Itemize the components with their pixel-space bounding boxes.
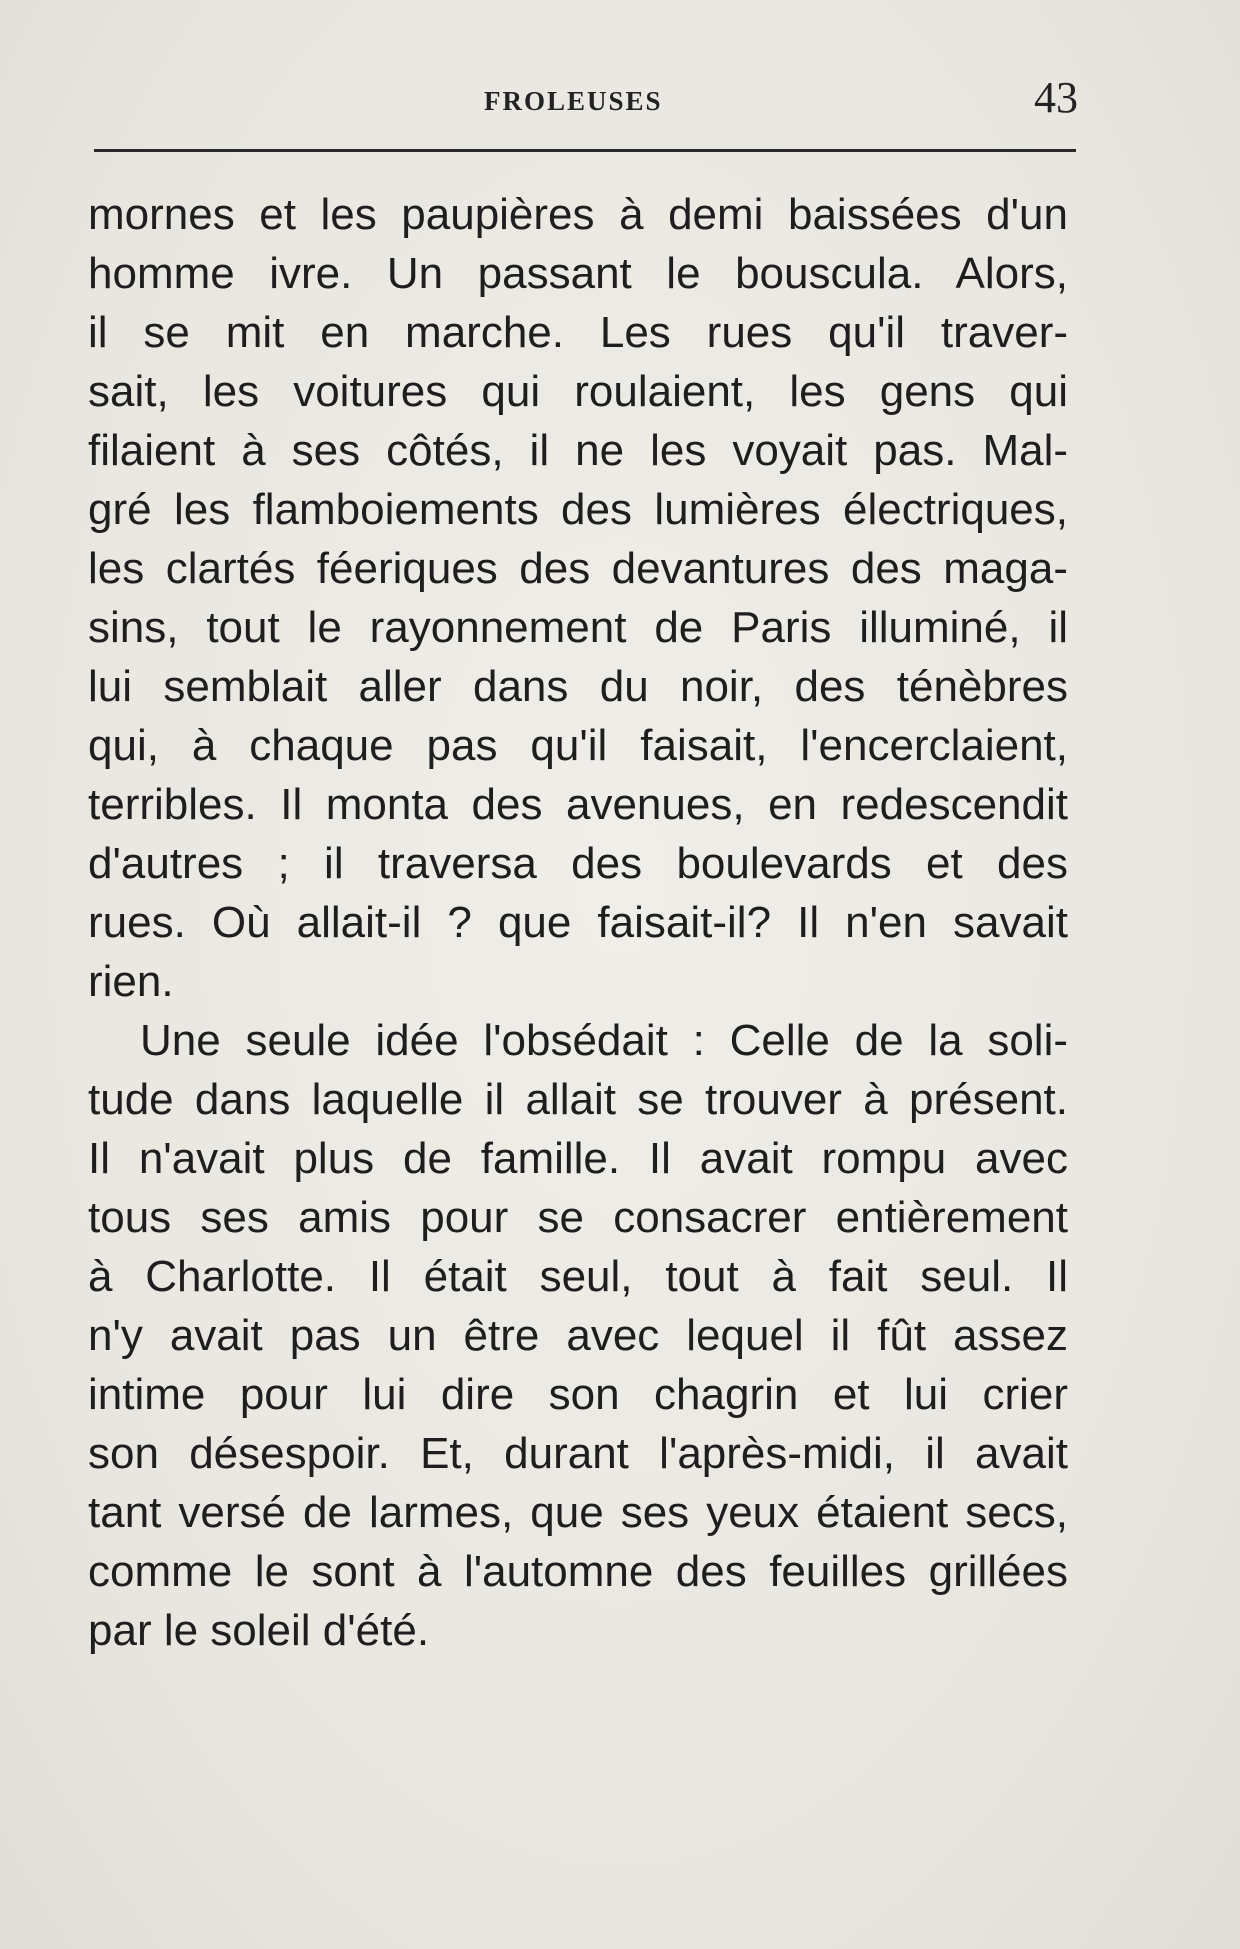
text-line: Une seule idée l'obsédait : Celle de la soli- — [140, 1016, 1068, 1065]
text-line: qui, à chaque pas qu'il faisait, l'encerclaient, — [88, 721, 1068, 770]
text-line: son désespoir. Et, durant l'après-midi, il avait — [88, 1429, 1068, 1478]
text-line: les clartés féeriques des devantures des maga- — [88, 544, 1068, 593]
text-line: à Charlotte. Il était seul, tout à fait seul. Il — [88, 1252, 1068, 1301]
text-line: rien. — [88, 957, 174, 1006]
text-line: sait, les voitures qui roulaient, les gens qui — [88, 367, 1068, 416]
text-line: rues. Où allait-il ? que faisait-il? Il n'en savait — [88, 898, 1068, 947]
text-line: n'y avait pas un être avec lequel il fût assez — [88, 1311, 1068, 1360]
header-rule — [94, 149, 1076, 152]
text-line: tant versé de larmes, que ses yeux étaient secs, — [88, 1488, 1068, 1537]
text-line: comme le sont à l'automne des feuilles grillées — [88, 1547, 1068, 1596]
text-line: mornes et les paupières à demi baissées d'un — [88, 190, 1068, 239]
text-line: d'autres ; il traversa des boulevards et des — [88, 839, 1068, 888]
text-line: tous ses amis pour se consacrer entièrement — [88, 1193, 1068, 1242]
text-line: homme ivre. Un passant le bouscula. Alors, — [88, 249, 1068, 298]
text-line: intime pour lui dire son chagrin et lui crier — [88, 1370, 1068, 1419]
body-text — [88, 185, 1068, 1660]
text-line: tude dans laquelle il allait se trouver à présent. — [88, 1075, 1068, 1124]
text-line: par le soleil d'été. — [88, 1606, 430, 1655]
text-line: Il n'avait plus de famille. Il avait rompu avec — [88, 1134, 1068, 1183]
text-line: terribles. Il monta des avenues, en redescendit — [88, 780, 1068, 829]
running-title: FROLEUSES — [484, 86, 663, 116]
text-line: gré les flamboiements des lumières électriques, — [88, 485, 1068, 534]
text-line: il se mit en marche. Les rues qu'il traver- — [88, 308, 1068, 357]
page-number: 43 — [1034, 73, 1078, 122]
text-line: sins, tout le rayonnement de Paris illuminé, il — [88, 603, 1068, 652]
text-line: filaient à ses côtés, il ne les voyait pas. Mal- — [88, 426, 1068, 475]
text-line: lui semblait aller dans du noir, des ténèbres — [88, 662, 1068, 711]
